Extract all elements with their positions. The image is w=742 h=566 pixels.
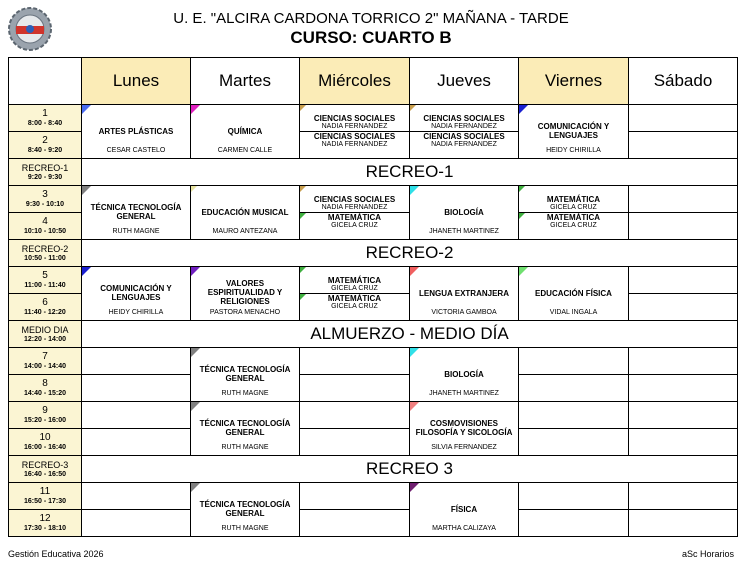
break-time: 12:20 - 14:00: [23, 335, 67, 343]
lesson-cell-split[interactable]: [300, 267, 410, 321]
lesson-cell-split[interactable]: [300, 186, 410, 240]
subject-name: CIENCIAS SOCIALES: [313, 114, 396, 124]
subject-name: TÉCNICA TECNOLOGÍA GENERAL: [199, 418, 291, 437]
subject-color-marker: [410, 348, 419, 357]
empty-cell[interactable]: [629, 294, 738, 321]
subject-color-marker: [410, 105, 416, 111]
subject-color-marker: [191, 402, 200, 411]
teacher-name: MARTHA CALIZAYA: [432, 525, 496, 533]
teacher-name: HEIDY CHIRILLA: [108, 309, 164, 317]
period-time: 14:00 - 14:40: [23, 363, 67, 370]
teacher-name: MAURO ANTEZANA: [212, 228, 278, 236]
empty-cell[interactable]: [629, 105, 738, 132]
teacher-name: RUTH MAGNE: [112, 228, 160, 236]
teacher-name: NADIA FERNANDEZ: [431, 123, 497, 131]
period-cell: [9, 348, 82, 375]
period-number: 4: [42, 216, 48, 227]
break-banner: RECREO-1: [82, 159, 738, 186]
empty-cell[interactable]: [629, 132, 738, 159]
empty-cell[interactable]: [519, 348, 629, 375]
period-time: 11:40 - 12:20: [24, 309, 66, 316]
subject-color-marker: [410, 267, 419, 276]
period-cell: [9, 267, 82, 294]
subject-color-marker: [191, 105, 200, 114]
lesson-cell[interactable]: [82, 105, 191, 159]
school-title: U. E. "ALCIRA CARDONA TORRICO 2" MAÑANA - TARDE: [173, 10, 569, 27]
empty-cell[interactable]: [629, 267, 738, 294]
subject-color-marker: [82, 267, 91, 276]
lesson-cell[interactable]: [191, 267, 300, 321]
period-number: 7: [42, 351, 48, 362]
period-number: 12: [39, 513, 51, 524]
teacher-name: CARMEN CALLE: [217, 147, 273, 155]
lesson-cell[interactable]: [191, 402, 300, 456]
empty-cell[interactable]: [300, 348, 410, 375]
empty-cell[interactable]: [300, 375, 410, 402]
period-cell: [9, 375, 82, 402]
teacher-name: GICELA CRUZ: [550, 222, 597, 230]
subject-name: TÉCNICA TECNOLOGÍA GENERAL: [199, 364, 291, 383]
subject-color-marker: [82, 186, 91, 195]
subject-color-marker: [410, 186, 419, 195]
teacher-name: RUTH MAGNE: [221, 525, 269, 533]
day-martes: Martes: [191, 58, 300, 105]
lesson-cell[interactable]: [410, 186, 519, 240]
period-cell: [9, 402, 82, 429]
subject-name: EDUCACIÓN FÍSICA: [535, 288, 612, 298]
period-number: 3: [42, 189, 48, 200]
period-time: 14:40 - 15:20: [23, 390, 67, 397]
period-cell: [9, 186, 82, 213]
break-time: 10:50 - 11:00: [24, 254, 66, 262]
subject-name: CIENCIAS SOCIALES: [313, 132, 396, 141]
subject-color-marker: [300, 267, 306, 273]
subject-name: MATEMÁTICA: [327, 276, 382, 286]
subject-name: MATEMÁTICA: [546, 195, 601, 205]
subject-name: QUÍMICA: [227, 126, 263, 136]
period-time: 16:00 - 16:40: [23, 444, 67, 451]
empty-cell[interactable]: [519, 429, 629, 456]
period-time: 9:30 - 10:10: [25, 201, 65, 208]
subject-color-marker: [82, 105, 91, 114]
subject-color-marker: [300, 186, 306, 192]
subject-color-marker: [519, 186, 525, 192]
teacher-name: RUTH MAGNE: [221, 444, 269, 452]
period-number: 9: [42, 405, 48, 416]
subject-name: CIENCIAS SOCIALES: [423, 132, 505, 141]
day-lunes: Lunes: [82, 58, 191, 105]
teacher-name: GICELA CRUZ: [331, 285, 378, 293]
teacher-name: VIDAL INGALA: [549, 309, 598, 317]
subject-name: MATEMÁTICA: [327, 294, 382, 303]
empty-cell[interactable]: [519, 402, 629, 429]
empty-cell[interactable]: [519, 375, 629, 402]
break-time: 16:40 - 16:50: [23, 470, 67, 478]
period-number: 10: [39, 432, 51, 443]
empty-cell[interactable]: [519, 483, 629, 510]
period-cell: [9, 132, 82, 159]
break-cell: [9, 456, 82, 483]
subject-color-marker: [191, 483, 200, 492]
lesson-cell[interactable]: [191, 105, 300, 159]
teacher-name: RUTH MAGNE: [221, 390, 269, 398]
lesson-cell[interactable]: [82, 267, 191, 321]
subject-name: EDUCACIÓN MUSICAL: [201, 207, 289, 217]
break-banner: RECREO-2: [82, 240, 738, 267]
lesson-cell[interactable]: [410, 348, 519, 402]
subject-color-marker: [519, 213, 525, 219]
teacher-name: GICELA CRUZ: [331, 303, 378, 311]
subject-name: CIENCIAS SOCIALES: [313, 195, 396, 205]
teacher-name: HEIDY CHIRILLA: [546, 147, 601, 155]
period-cell: [9, 510, 82, 537]
subject-name: BIOLOGÍA: [444, 207, 484, 217]
subject-name: MATEMÁTICA: [546, 213, 601, 222]
subject-name: VALORES ESPIRITUALIDAD Y RELIGIONES: [207, 278, 283, 306]
empty-cell[interactable]: [82, 348, 191, 375]
subject-color-marker: [410, 402, 419, 411]
lesson-cell[interactable]: [519, 105, 629, 159]
subject-name: TÉCNICA TECNOLOGÍA GENERAL: [199, 499, 291, 518]
break-time: 9:20 - 9:30: [27, 173, 63, 181]
teacher-name: JHANETH MARTINEZ: [429, 390, 499, 398]
footer-left: Gestión Educativa 2026: [8, 549, 104, 559]
empty-cell[interactable]: [629, 213, 738, 240]
subject-color-marker: [300, 105, 306, 111]
subject-color-marker: [300, 213, 306, 219]
empty-cell[interactable]: [300, 402, 410, 429]
subject-name: COSMOVISIONES FILOSOFÍA Y SICOLOGÍA: [415, 418, 513, 437]
break-name: MEDIO DIA: [21, 324, 69, 335]
lesson-cell-split[interactable]: [519, 186, 629, 240]
subject-name: MATEMÁTICA: [327, 213, 382, 222]
day-viernes: Viernes: [519, 58, 629, 105]
period-cell: [9, 294, 82, 321]
corner-cell: [9, 58, 82, 105]
subject-name: COMUNICACIÓN Y LENGUAJES: [100, 283, 172, 302]
empty-cell[interactable]: [629, 186, 738, 213]
teacher-name: NADIA FERNANDEZ: [321, 141, 388, 149]
period-cell: [9, 429, 82, 456]
period-number: 5: [42, 270, 48, 281]
subject-name: ARTES PLÁSTICAS: [98, 126, 174, 136]
empty-cell[interactable]: [629, 402, 738, 429]
period-time: 8:40 - 9:20: [27, 147, 63, 154]
teacher-name: NADIA FERNANDEZ: [321, 123, 388, 131]
subject-name: FÍSICA: [450, 504, 478, 514]
period-time: 8:00 - 8:40: [27, 120, 63, 127]
empty-cell[interactable]: [82, 402, 191, 429]
teacher-name: NADIA FERNANDEZ: [321, 204, 388, 212]
lesson-cell-split[interactable]: [300, 105, 410, 159]
lesson-cell[interactable]: [519, 267, 629, 321]
teacher-name: CESAR CASTELO: [106, 147, 166, 155]
period-number: 1: [42, 108, 48, 119]
day-sabado: Sábado: [629, 58, 738, 105]
subject-color-marker: [519, 267, 528, 276]
subject-color-marker: [191, 186, 197, 192]
period-number: 11: [39, 486, 51, 497]
empty-cell[interactable]: [82, 429, 191, 456]
day-jueves: Jueves: [410, 58, 519, 105]
footer-right: aSc Horarios: [681, 549, 734, 559]
empty-cell[interactable]: [629, 510, 738, 537]
period-time: 15:20 - 16:00: [23, 417, 67, 424]
break-banner: RECREO 3: [82, 456, 738, 483]
subject-name: TÉCNICA TECNOLOGÍA GENERAL: [90, 202, 182, 221]
subject-name: COMUNICACIÓN Y LENGUAJES: [537, 121, 610, 140]
period-number: 2: [42, 135, 48, 146]
lesson-cell[interactable]: [191, 348, 300, 402]
empty-cell[interactable]: [82, 375, 191, 402]
timetable: [8, 57, 738, 537]
course-title: CURSO: CUARTO B: [290, 28, 452, 47]
break-name: RECREO-2: [21, 243, 69, 254]
empty-cell[interactable]: [629, 483, 738, 510]
break-name: RECREO-3: [21, 459, 69, 470]
lesson-cell[interactable]: [191, 483, 300, 537]
period-time: 16:50 - 17:30: [23, 498, 67, 505]
lesson-cell[interactable]: [82, 186, 191, 240]
period-time: 10:10 - 10:50: [23, 228, 67, 235]
subject-name: LENGUA EXTRANJERA: [419, 288, 509, 298]
teacher-name: VICTORIA GAMBOA: [431, 309, 497, 317]
day-miercoles: Miércoles: [300, 58, 410, 105]
subject-color-marker: [410, 483, 419, 492]
break-banner: ALMUERZO - MEDIO DÍA: [82, 321, 738, 348]
empty-cell[interactable]: [519, 510, 629, 537]
break-cell: [9, 321, 82, 348]
break-cell: [9, 159, 82, 186]
subject-color-marker: [519, 105, 528, 114]
empty-cell[interactable]: [300, 483, 410, 510]
empty-cell[interactable]: [300, 510, 410, 537]
teacher-name: GICELA CRUZ: [550, 204, 597, 212]
period-cell: [9, 213, 82, 240]
lesson-cell[interactable]: [410, 402, 519, 456]
empty-cell[interactable]: [82, 483, 191, 510]
lesson-cell[interactable]: [191, 186, 300, 240]
header-row: [9, 58, 738, 105]
empty-cell[interactable]: [300, 429, 410, 456]
teacher-name: SILVIA FERNANDEZ: [431, 444, 497, 452]
empty-cell[interactable]: [629, 429, 738, 456]
period-cell: [9, 105, 82, 132]
teacher-name: GICELA CRUZ: [331, 222, 378, 230]
empty-cell[interactable]: [629, 375, 738, 402]
period-number: 8: [42, 378, 48, 389]
subject-color-marker: [191, 348, 200, 357]
break-name: RECREO-1: [21, 162, 69, 173]
subject-color-marker: [191, 267, 200, 276]
lesson-cell[interactable]: [410, 267, 519, 321]
empty-cell[interactable]: [629, 348, 738, 375]
subject-name: BIOLOGÍA: [444, 369, 484, 379]
subject-color-marker: [300, 294, 306, 300]
lesson-cell-split[interactable]: [410, 105, 519, 159]
teacher-name: PASTORA MENACHO: [209, 309, 281, 317]
empty-cell[interactable]: [82, 510, 191, 537]
period-time: 17:30 - 18:10: [23, 525, 67, 532]
teacher-name: NADIA FERNANDEZ: [431, 141, 497, 149]
lesson-cell[interactable]: [410, 483, 519, 537]
subject-name: CIENCIAS SOCIALES: [423, 114, 505, 124]
period-number: 6: [42, 297, 48, 308]
teacher-name: JHANETH MARTINEZ: [429, 228, 499, 236]
period-cell: [9, 483, 82, 510]
period-time: 11:00 - 11:40: [24, 282, 66, 289]
break-cell: [9, 240, 82, 267]
